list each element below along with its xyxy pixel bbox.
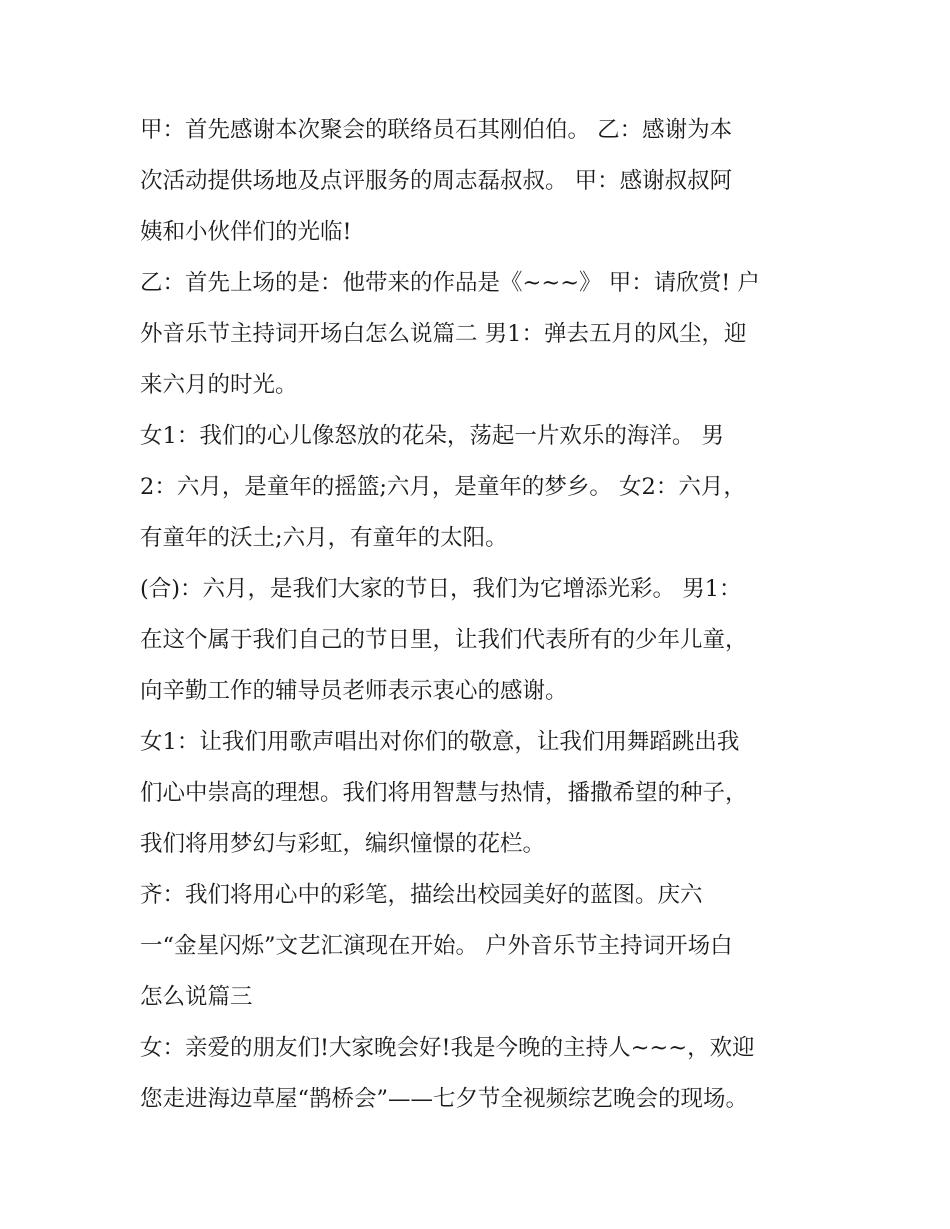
text-line: 齐：我们将用心中的彩笔，描绘出校园美好的蓝图。庆六 xyxy=(140,882,703,908)
text-line: (合)：六月，是我们大家的节日，我们为它增添光彩。 男1： xyxy=(140,576,742,602)
text-line: 怎么说篇三 xyxy=(140,984,253,1010)
text-line: 一“金星闪烁”文艺汇演现在开始。 户外音乐节主持词开场白 xyxy=(140,933,733,959)
text-line: 在这个属于我们自己的节日里，让我们代表所有的少年儿童， xyxy=(140,627,748,653)
text-line: 姨和小伙伴们的光临! xyxy=(140,219,352,245)
body-text xyxy=(140,110,820,1130)
text-line: 有童年的沃土;六月，有童年的太阳。 xyxy=(140,525,508,551)
text-line: 女1：让我们用歌声唱出对你们的敬意，让我们用舞蹈跳出我 xyxy=(140,729,740,755)
text-line: 我们将用梦幻与彩虹，编织憧憬的花栏。 xyxy=(140,831,546,857)
text-line: 女1：我们的心儿像怒放的花朵，荡起一片欢乐的海洋。 男 xyxy=(140,423,724,449)
text-line: 来六月的时光。 xyxy=(140,372,298,398)
text-line: 2：六月，是童年的摇篮;六月，是童年的梦乡。 女2：六月， xyxy=(140,474,746,500)
text-line: 乙：首先上场的是：他带来的作品是《~~~》 甲：请欣赏! 户 xyxy=(140,270,760,296)
text-line: 们心中崇高的理想。我们将用智慧与热情，播撒希望的种子， xyxy=(140,780,748,806)
text-line: 次活动提供场地及点评服务的周志磊叔叔。 甲：感谢叔叔阿 xyxy=(140,168,733,194)
text-line: 向辛勤工作的辅导员老师表示衷心的感谢。 xyxy=(140,678,568,704)
text-line: 您走进海边草屋“鹊桥会”——七夕节全视频综艺晚会的现场。 xyxy=(140,1086,749,1112)
text-line: 外音乐节主持词开场白怎么说篇二 男1：弹去五月的风尘，迎 xyxy=(140,321,747,347)
text-line: 女：亲爱的朋友们!大家晚会好!我是今晚的主持人~~~，欢迎 xyxy=(140,1035,755,1061)
text-line: 甲：首先感谢本次聚会的联络员石其刚伯伯。 乙：感谢为本 xyxy=(140,117,733,143)
